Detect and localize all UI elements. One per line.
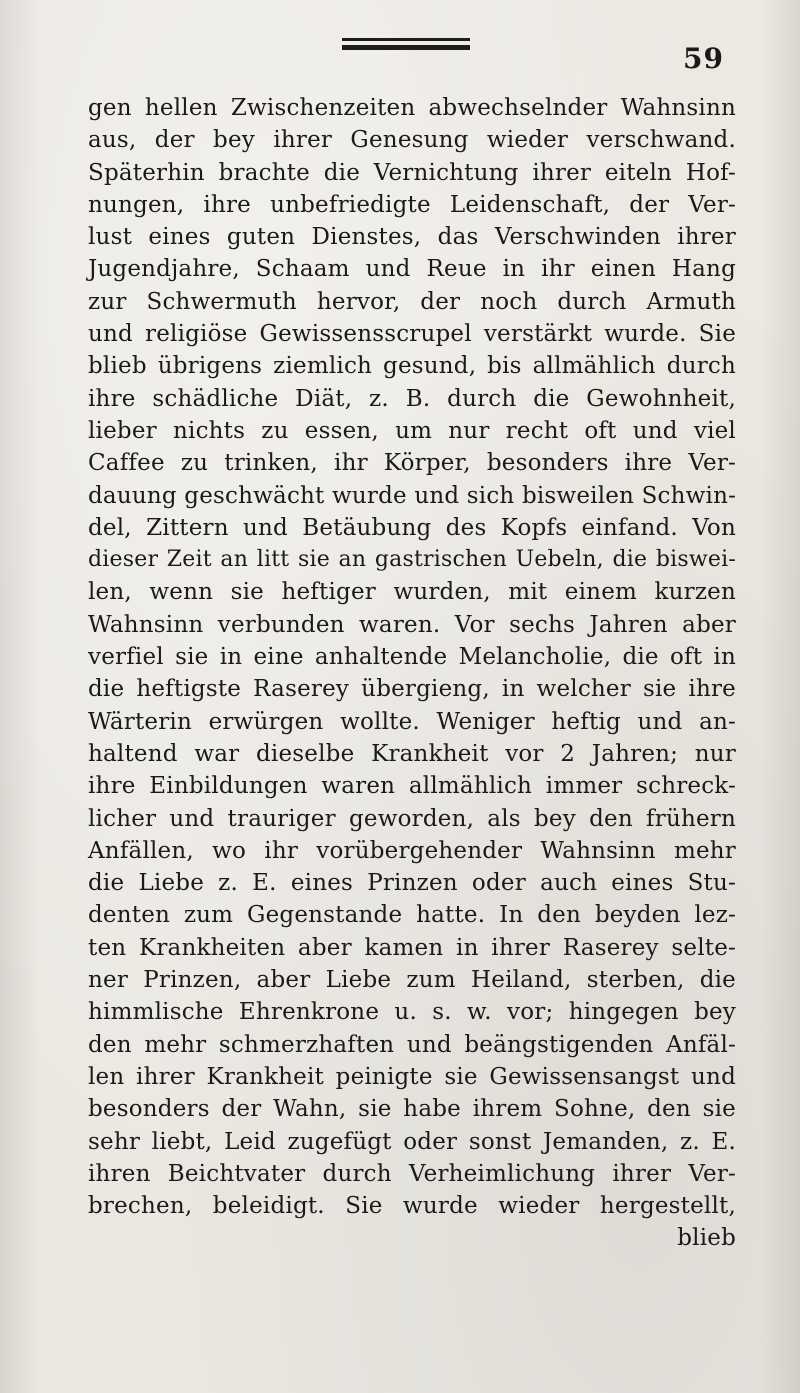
text-line: lieber nichts zu essen, um nur recht oft und viel: [88, 417, 736, 444]
text-line: licher und trauriger geworden, als bey den frühern: [88, 805, 736, 832]
text-line: besonders der Wahn, sie habe ihrem Sohne, den sie: [88, 1096, 736, 1123]
text-line: verfiel sie in eine anhaltende Melancholie, die oft in: [88, 644, 736, 671]
text-line: Jugendjahre, Schaam und Reue in ihr einen Hang: [88, 256, 736, 283]
text-line: haltend war dieselbe Krankheit vor 2 Jahren; nur: [88, 740, 736, 767]
header-rule-thin: [342, 38, 470, 41]
text-line: aus, der bey ihrer Genesung wieder verschwand.: [88, 127, 736, 154]
text-line: ten Krankheiten aber kamen in ihrer Raserey selte-: [88, 934, 736, 961]
text-line: lust eines guten Dienstes, das Verschwinden ihrer: [88, 224, 736, 251]
header-rule: [342, 38, 470, 52]
catchword: blieb: [677, 1225, 736, 1252]
text-line: und religiöse Gewissensscrupel verstärkt wurde. Sie: [88, 321, 736, 348]
text-line: denten zum Gegenstande hatte. In den beyden lez-: [88, 902, 736, 929]
text-line: Anfällen, wo ihr vorübergehender Wahnsinn mehr: [88, 837, 736, 864]
text-line: nungen, ihre unbefriedigte Leidenschaft, der Ver-: [88, 191, 736, 218]
text-line: dieser Zeit an litt sie an gastrischen Uebeln, die biswei-: [88, 547, 736, 573]
text-line: blieb übrigens ziemlich gesund, bis allmählich durch: [88, 353, 736, 380]
page-number: 59: [683, 42, 724, 75]
header-rule-thick: [342, 45, 470, 50]
text-line: len, wenn sie heftiger wurden, mit einem kurzen: [88, 579, 736, 606]
text-line: die Liebe z. E. eines Prinzen oder auch eines Stu-: [88, 870, 736, 897]
text-line: Caffee zu trinken, ihr Körper, besonders ihre Ver-: [88, 450, 736, 477]
text-line: Späterhin brachte die Vernichtung ihrer eiteln Hof-: [88, 159, 736, 186]
text-line: ihre Einbildungen waren allmählich immer schreck-: [88, 773, 736, 800]
text-line: gen hellen Zwischenzeiten abwechselnder Wahnsinn: [88, 95, 736, 121]
text-line: Wahnsinn verbunden waren. Vor sechs Jahren aber: [88, 611, 736, 638]
text-line: del, Zittern und Betäubung des Kopfs einfand. Von: [88, 514, 736, 541]
text-line: zur Schwermuth hervor, der noch durch Armuth: [88, 288, 736, 315]
body-text: [88, 92, 736, 1255]
text-line: len ihrer Krankheit peinigte sie Gewissensangst und: [88, 1063, 736, 1090]
text-line: himmlische Ehrenkrone u. s. w. vor; hingegen bey: [88, 999, 736, 1026]
text-line: dauung geschwächt wurde und sich bisweilen Schwin-: [88, 482, 737, 509]
text-line: den mehr schmerzhaften und beängstigenden Anfäl-: [88, 1031, 736, 1058]
text-line: ner Prinzen, aber Liebe zum Heiland, sterben, die: [88, 967, 736, 994]
text-line: die heftigste Raserey übergieng, in welcher sie ihre: [88, 676, 736, 703]
text-line: ihren Beichtvater durch Verheimlichung ihrer Ver-: [88, 1160, 736, 1187]
text-line: ihre schädliche Diät, z. B. durch die Gewohnheit,: [88, 385, 736, 412]
text-line: sehr liebt, Leid zugefügt oder sonst Jemanden, z. E.: [88, 1128, 736, 1155]
text-line: Wärterin erwürgen wollte. Weniger heftig und an-: [88, 708, 736, 735]
text-line: brechen, beleidigt. Sie wurde wieder hergestellt,: [88, 1193, 736, 1220]
